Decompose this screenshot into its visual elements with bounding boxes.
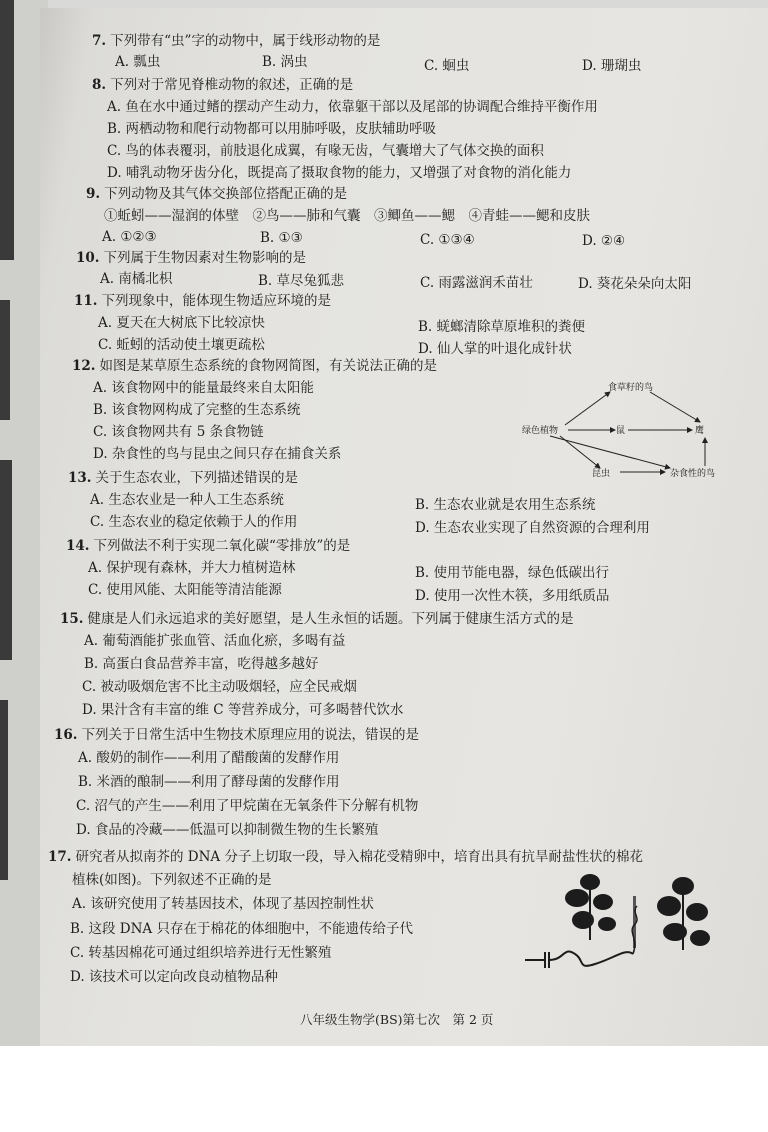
- arrow-seedbird-to-hawk: [650, 392, 700, 422]
- q11-option-c: C. 蚯蚓的活动使土壤更疏松: [98, 337, 265, 353]
- q15-option-a: A. 葡萄酒能扩张血管、活血化瘀，多喝有益: [84, 633, 346, 649]
- q12-number: 12.: [72, 358, 96, 374]
- q11-option-a: A. 夏天在大树底下比较凉快: [98, 315, 265, 331]
- q14-option-c: C. 使用风能、太阳能等清洁能源: [88, 582, 282, 598]
- question-7: [92, 32, 380, 50]
- q10-option-a: A. 南橘北枳: [100, 271, 173, 287]
- q17-option-b: B. 这段 DNA 只存在于棉花的体细胞中，不能遗传给子代: [70, 921, 413, 937]
- node-green-plant: 绿色植物: [522, 426, 559, 436]
- q7-option-c: C. 蛔虫: [424, 58, 470, 74]
- q12-option-a: A. 该食物网中的能量最终来自太阳能: [93, 380, 314, 396]
- question-15: [60, 610, 574, 628]
- q16-option-b: B. 米酒的酿制——利用了酵母菌的发酵作用: [78, 774, 340, 790]
- q7-option-b: B. 涡虫: [262, 54, 308, 70]
- q13-option-b: B. 生态农业就是农用生态系统: [415, 497, 596, 513]
- gene-transfer-curve-icon: [525, 952, 633, 968]
- q17-stem: 研究者从拟南芥的 DNA 分子上切取一段，导入棉花受精卵中，培育出具有抗旱耐盐性状的棉花: [75, 849, 643, 865]
- node-hawk: 鹰: [695, 426, 705, 436]
- q7-number: 7.: [92, 33, 107, 49]
- q9-option-d: D. ②④: [582, 233, 626, 249]
- question-8: [92, 76, 353, 94]
- q8-stem: 下列对于常见脊椎动物的叙述，正确的是: [110, 77, 354, 93]
- q8-number: 8.: [92, 77, 107, 93]
- q13-option-a: A. 生态农业是一种人工生态系统: [90, 492, 284, 508]
- q15-option-b: B. 高蛋白食品营养丰富，吃得越多越好: [84, 656, 319, 672]
- q17-option-c: C. 转基因棉花可通过组织培养进行无性繁殖: [70, 945, 332, 961]
- q12-option-d: D. 杂食性的鸟与昆虫之间只存在捕食关系: [93, 446, 342, 462]
- q10-option-c: C. 雨露滋润禾苗壮: [420, 275, 533, 291]
- q13-number: 13.: [68, 470, 92, 486]
- q14-option-a: A. 保护现有森林，并大力植树造林: [88, 560, 296, 576]
- q10-number: 10.: [76, 250, 100, 266]
- q17-option-a: A. 该研究使用了转基因技术，体现了基因控制性状: [72, 896, 374, 912]
- question-16: [54, 726, 419, 744]
- q9-number: 9.: [86, 186, 101, 202]
- q15-option-d: D. 果汁含有丰富的维 C 等营养成分，可多喝替代饮水: [82, 702, 404, 718]
- q10-option-d: D. 葵花朵朵向太阳: [578, 276, 692, 292]
- question-9: [86, 185, 347, 203]
- question-13: [68, 469, 298, 487]
- q17-stem-line2: 植株(如图)。下列叙述不正确的是: [72, 872, 272, 888]
- q10-option-b: B. 草尽兔狐悲: [258, 273, 345, 289]
- q14-option-d: D. 使用一次性木筷，多用纸质品: [415, 588, 610, 604]
- question-10: [76, 249, 306, 267]
- q11-option-d: D. 仙人掌的叶退化成针状: [418, 341, 572, 357]
- q12-stem: 如图是某草原生态系统的食物网简图，有关说法正确的是: [99, 358, 437, 374]
- q9-option-a: A. ①②③: [102, 229, 157, 245]
- node-omnivorous-bird: 杂食性的鸟: [670, 469, 716, 479]
- q11-stem: 下列现象中，能体现生物适应环境的是: [101, 293, 331, 309]
- q16-option-a: A. 酸奶的制作——利用了醋酸菌的发酵作用: [78, 750, 340, 766]
- cotton-plant-left-icon: [565, 874, 616, 940]
- q13-option-c: C. 生态农业的稳定依赖于人的作用: [90, 514, 298, 530]
- question-14: [66, 537, 350, 555]
- q9-stem: 下列动物及其气体交换部位搭配正确的是: [104, 186, 348, 202]
- q13-option-d: D. 生态农业实现了自然资源的合理利用: [415, 520, 650, 536]
- q9-option-c: C. ①③④: [420, 232, 475, 248]
- node-mouse: 鼠: [616, 426, 626, 436]
- q16-stem: 下列关于日常生活中生物技术原理应用的说法，错误的是: [81, 727, 419, 743]
- arrow-plant-to-omnibird: [550, 436, 670, 468]
- q11-option-b: B. 蜣螂清除草原堆积的粪便: [418, 319, 586, 335]
- question-11: [74, 292, 331, 310]
- q9-statements: ①蚯蚓——湿润的体壁 ②鸟——肺和气囊 ③鲫鱼——鳃 ④青蛙——鳃和皮肤: [104, 208, 590, 224]
- q11-number: 11.: [74, 293, 98, 309]
- q16-option-c: C. 沼气的产生——利用了甲烷菌在无氧条件下分解有机物: [76, 798, 419, 814]
- food-web-diagram: [520, 380, 750, 490]
- q7-option-d: D. 珊瑚虫: [582, 58, 642, 74]
- q17-option-d: D. 该技术可以定向改良动植物品种: [70, 969, 278, 985]
- transgenic-plant-illustration: [515, 868, 720, 983]
- q7-option-a: A. 瓢虫: [115, 54, 161, 70]
- cotton-plant-right-icon: [657, 877, 710, 950]
- q14-option-b: B. 使用节能电器，绿色低碳出行: [415, 565, 610, 581]
- q15-stem: 健康是人们永远追求的美好愿望，是人生永恒的话题。下列属于健康生活方式的是: [87, 611, 574, 627]
- q10-stem: 下列属于生物因素对生物影响的是: [103, 250, 306, 266]
- arrow-plant-to-seedbird: [565, 392, 610, 425]
- page-footer: 八年级生物学(BS)第七次 第 2 页: [300, 1012, 494, 1027]
- q14-number: 14.: [66, 538, 90, 554]
- q12-option-b: B. 该食物网构成了完整的生态系统: [93, 402, 301, 418]
- q8-option-c: C. 鸟的体表覆羽，前肢退化成翼，有喙无齿，气囊增大了气体交换的面积: [107, 143, 544, 159]
- q15-option-c: C. 被动吸烟危害不比主动吸烟轻，应全民戒烟: [82, 679, 357, 695]
- q8-option-b: B. 两栖动物和爬行动物都可以用肺呼吸，皮肤辅助呼吸: [107, 121, 437, 137]
- q9-option-b: B. ①③: [260, 230, 303, 246]
- question-12: [72, 357, 437, 375]
- node-seed-eating-bird: 食草籽的鸟: [608, 383, 654, 393]
- q8-option-a: A. 鱼在水中通过鳍的摆动产生动力，依靠躯干部以及尾部的协调配合维持平衡作用: [107, 99, 598, 115]
- q8-option-d: D. 哺乳动物牙齿分化，既提高了摄取食物的能力，又增强了对食物的消化能力: [107, 165, 572, 181]
- q7-stem: 下列带有“虫”字的动物中，属于线形动物的是: [110, 33, 381, 49]
- q13-stem: 关于生态农业，下列描述错误的是: [95, 470, 298, 486]
- q12-option-c: C. 该食物网共有 5 条食物链: [93, 424, 264, 440]
- q15-number: 15.: [60, 611, 84, 627]
- question-17: [48, 848, 643, 866]
- q17-number: 17.: [48, 849, 72, 865]
- node-insect: 昆虫: [592, 469, 611, 479]
- arrow-plant-to-insect: [560, 436, 600, 468]
- q16-option-d: D. 食品的冷藏——低温可以抑制微生物的生长繁殖: [76, 822, 379, 838]
- q14-stem: 下列做法不利于实现二氧化碳“零排放”的是: [93, 538, 351, 554]
- q16-number: 16.: [54, 727, 78, 743]
